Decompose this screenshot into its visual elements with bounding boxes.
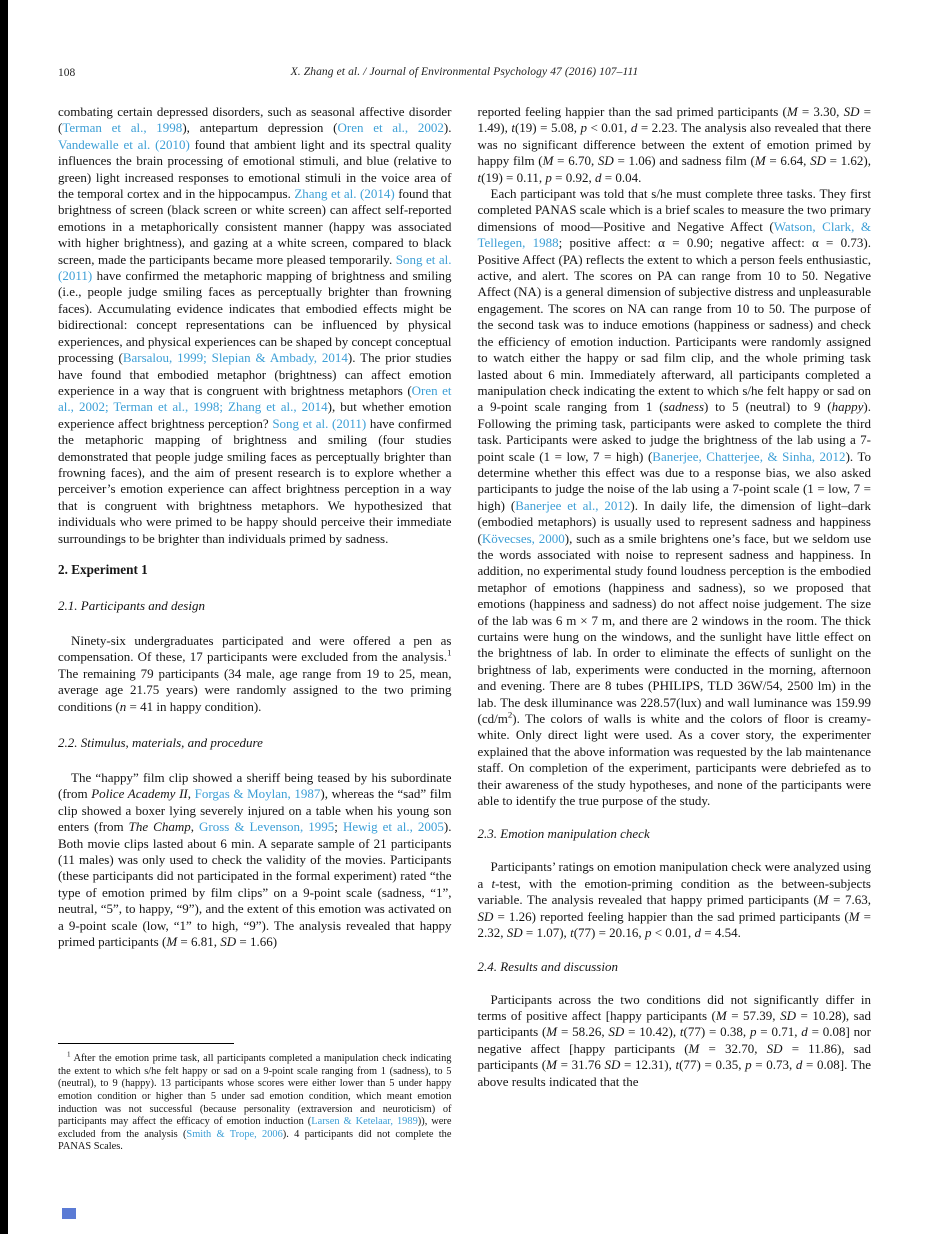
citation-link[interactable]: Smith & Trope, 2006 <box>186 1128 283 1140</box>
paragraph-stimulus: The “happy” film clip showed a sheriff being teased by his subordinate (from Police Academy II, Forgas & Moylan, 1987), whereas the “sad” film clip showed a boxer lying severely injured on a table when his young son enters (from The Champ, Gross & Levenson, 1995; Hewig et al., 2005). Both movie clips lasted about 6 min. A separate sample of 21 participants (11 males) was only used to check the validity of the movies. Participants (these participants did not participated in the formal experiment) rated “the type of emotion primed by film clips” on a 9-point scale (sadness, “1”, neutral, “5”, to happy, “9”), and the extent of this emotion was activated on a 9-point scale (low, “1” to high, “9”). The analysis revealed that happy primed participants (M = 6.81, SD = 1.66) <box>58 770 452 950</box>
citation-link[interactable]: Terman et al., 1998 <box>62 120 183 136</box>
citation-link[interactable]: Song et al. (2011) <box>272 415 367 431</box>
footnote-marker[interactable]: 1 <box>447 648 452 659</box>
citation-link[interactable]: Barsalou, 1999; Slepian & Ambady, 2014 <box>122 350 348 366</box>
right-column <box>478 104 872 1160</box>
subsection-heading-2-4: 2.4. Results and discussion <box>477 958 618 974</box>
citation-link[interactable]: Larsen & Ketelaar, 1989 <box>311 1116 418 1128</box>
subsection-heading-2-3: 2.3. Emotion manipulation check <box>477 826 650 842</box>
page-header <box>58 66 871 82</box>
subsection-heading-2-2: 2.2. Stimulus, materials, and procedure <box>58 735 263 750</box>
footnote-rule <box>58 1043 234 1044</box>
citation-link[interactable]: Oren et al., 2002 <box>337 120 444 136</box>
paragraph-manipulation-check: Participants’ ratings on emotion manipulation check were analyzed using a t-test, with the emotion-priming condition as the between-subjects variable. The analysis revealed that happy primed participants (M = 7.63, SD = 1.26) reported feeling happier than the sad primed participants (M = 2.32, SD = 1.07), t(77) = 20.16, p < 0.01, d = 4.54. <box>477 859 871 941</box>
section-heading-experiment-1: 2. Experiment 1 <box>58 561 148 577</box>
citation-link[interactable]: Forgas & Moylan, 1987 <box>194 786 321 802</box>
citation-link[interactable]: Song et al. (2011) <box>58 251 452 284</box>
citation-link[interactable]: Vandewalle et al. (2010) <box>58 136 190 152</box>
citation-link[interactable]: Kövecses, 2000 <box>481 530 565 546</box>
citation-link[interactable]: Zhang et al. (2014) <box>294 186 395 202</box>
paragraph-results: Participants across the two conditions did not significantly differ in terms of positive affect [happy participants (M = 57.39, SD = 10.28), sad participants (M = 58.26, SD = 10.42), t(77) = 0.38, p = 0.71, d = 0.08] nor negative affect [happy participants (M = 32.70, SD = 11.86), sad participants (M = 31.76 SD = 12.31), t(77) = 0.35, p = 0.73, d = 0.08]. The above results indicated that the <box>477 991 872 1089</box>
footnote-block <box>58 1043 452 1160</box>
citation-link[interactable]: Gross & Levenson, 1995 <box>199 819 335 835</box>
footnote-marker[interactable]: 2 <box>507 709 513 720</box>
citation-link[interactable]: Oren et al., 2002; Terman et al., 1998; Zhang et al., 2014 <box>58 382 452 415</box>
citation-link[interactable]: Banerjee, Chatterjee, & Sinha, 2012 <box>652 448 846 464</box>
paragraph-participants: Ninety-six undergraduates participated and were offered a pen as compensation. Of these, 17 participants were excluded from the analysis.$^1$ The remaining 79 participants (34 male, age range from 19 to 25, mean, average age 21.75 years) were randomly assigned to the two priming conditions (n = 41 in happy condition). <box>58 632 452 714</box>
paragraph-stats-continuation: reported feeling happier than the sad primed participants (M = 3.30, SD = 1.49), t(19) = 5.08, p < 0.01, d = 2.23. The analysis also revealed that there was no significant difference between the extent of emotion primed by happy film (M = 6.70, SD = 1.06) and sadness film (M = 6.64, SD = 1.62), t(19) = 0.11, p = 0.92, d = 0.04. <box>477 104 871 185</box>
citation-link[interactable]: Hewig et al., 2005 <box>342 819 444 835</box>
footnote-text: $^1$ After the emotion prime task, all participants completed a manipulation check indicating the extent to which s/he felt happy or sad on a 9-point scale ranging from 1 (sadness), to 5 (neutral), to 9 (happy). 13 participants whose scores were either lower than 5 under happy emotion condition or higher than 5 under sad emotion condition, which meant emotion induction was not successful (because personality (extraversion and neuroticism) of participants may affect the efficacy of emotion induction (Larsen & Ketelaar, 1989)), were excluded from the analysis (Smith & Trope, 2006). 4 participants did not complete the PANAS Scales. <box>58 1050 452 1153</box>
paragraph-tasks: Each participant was told that s/he must complete three tasks. They first completed PANAS scale which is a brief scales to measure the two primary dimensions of mood—Positive and Negative Affect (Watson, Clark, & Tellegen, 1988; positive affect: α = 0.90; negative affect: α = 0.73). Positive Affect (PA) reflects the extent to which a person feels enthusiastic, active, and alert. The scores on PA can range from 10 to 50. Negative Affect (NA) is a general dimension of subjective distress and unpleasurable engagement. The scores on NA can range from 10 to 50. The purpose of the second task was to induce emotions (happiness or sadness) and check the efficiency of emotion induction. Participants were randomly assigned to watch either the happy or sad film clip, and the whole priming task lasted about 6 min. Immediately afterward, all participants completed a manipulation check indicating the extent to which s/he felt happy or sad on a 9-point scale ranging from 1 (sadness) to 5 (neutral) to 9 (happy). Following the priming task, participants were asked to complete the third task. Participants were asked to judge the brightness of the lab using a 7-point scale (1 = low, 7 = high) (Banerjee, Chatterjee, & Sinha, 2012). To determine whether this effect was due to a response bias, we also asked participants to judge the noise of the lab using a 7-point scale (1 = low, 7 = high) (Banerjee et al., 2012). In daily life, the dimension of light–dark (embodied metaphors) is usually used to represent sadness and happiness (Kövecses, 2000), such as a smile brightens one’s face, but we seldom use the words associated with noise to represent sadness and happiness. In addition, no experimental study found loudness perception is the embodied metaphor of emotions (happiness and sadness), so we proposed that emotions (happiness and sadness) do not affect noise judgement. The size of the lab was 6 m × 7 m, and there are 2 windows in the room. The thick curtains were hung on the windows, and the sunlight have little effect on the brightness of lab. In order to eliminate the effects of sunlight on the brightness of lab, experiments were conducted in the morning, afternoon and evening. There are 8 tubes (PHILIPS, TLD 36W/54, 2500 lm) in the lab. The desk illuminance was 228.57(lux) and wall luminance was 159.99 $(cd/m^2)$. The colors of walls is white and the colors of floor is creamy-white. Only direct light were used. As a cover story, the experimenter explained that the above information was requested by the lab maintenance staff. On completion of the experiment, participants were debriefed as to their awareness of the study hypotheses, and none of the participants were able to identify the true purpose of the study. <box>477 186 871 809</box>
article-body <box>58 104 871 1160</box>
footnote-marker[interactable]: 1 <box>67 1050 71 1059</box>
running-head: X. Zhang et al. / Journal of Environmental Psychology 47 (2016) 107–111 <box>290 66 639 78</box>
paragraph-intro-continuation: combating certain depressed disorders, such as seasonal affective disorder (Terman et al., 1998), antepartum depression (Oren et al., 2002). Vandewalle et al. (2010) found that ambient light and its spectral quality influences the brain processing of emotional stimuli, and blue (relative to green) light increased responses to emotional stimuli in the voice area of the temporal cortex and in the hippocampus. Zhang et al. (2014) found that brightness of screen (black screen or white screen) can affect self-reported emotions in a metaphorically consistent manner (happy was associated with higher brightness), and gazing at a white screen, compared to black screen, made the participants became more pleased temporarily. Song et al. (2011) have confirmed the metaphoric mapping of brightness and smiling (i.e., people judge smiling faces as perceptually brighter than frowning faces). Accumulating evidence indicates that embodied effects might be bidirectional: concept representations can be influenced by physical experiences, and physical experiences can be shaped by concept conceptual processing (Barsalou, 1999; Slepian & Ambady, 2014). The prior studies have found that embodied metaphor (brightness) can affect emotion experience in a way that is congruent with brightness metaphors (Oren et al., 2002; Terman et al., 1998; Zhang et al., 2014), but whether emotion experience affect brightness perception? Song et al. (2011) have confirmed the metaphoric mapping of brightness and smiling (four studies demonstrated that people judge smiling faces as perceptually brighter than frowning faces), and the aim of present research is to explore whether a perceiver’s emotion experience can affect brightness perception in a way that is congruent with brightness metaphors. We hypothesized that individuals who were primed to be happy should perceive their immediate surroundings to be brighter than individuals primed by sadness. <box>58 104 452 546</box>
page-number: 108 <box>58 67 76 79</box>
citation-link[interactable]: Banerjee et al., 2012 <box>515 497 631 513</box>
left-column <box>58 104 452 1160</box>
citation-link[interactable]: Watson, Clark, & Tellegen, 1988 <box>477 218 871 251</box>
link-annotation-artifact <box>62 1208 76 1219</box>
subsection-heading-2-1: 2.1. Participants and design <box>58 597 205 613</box>
